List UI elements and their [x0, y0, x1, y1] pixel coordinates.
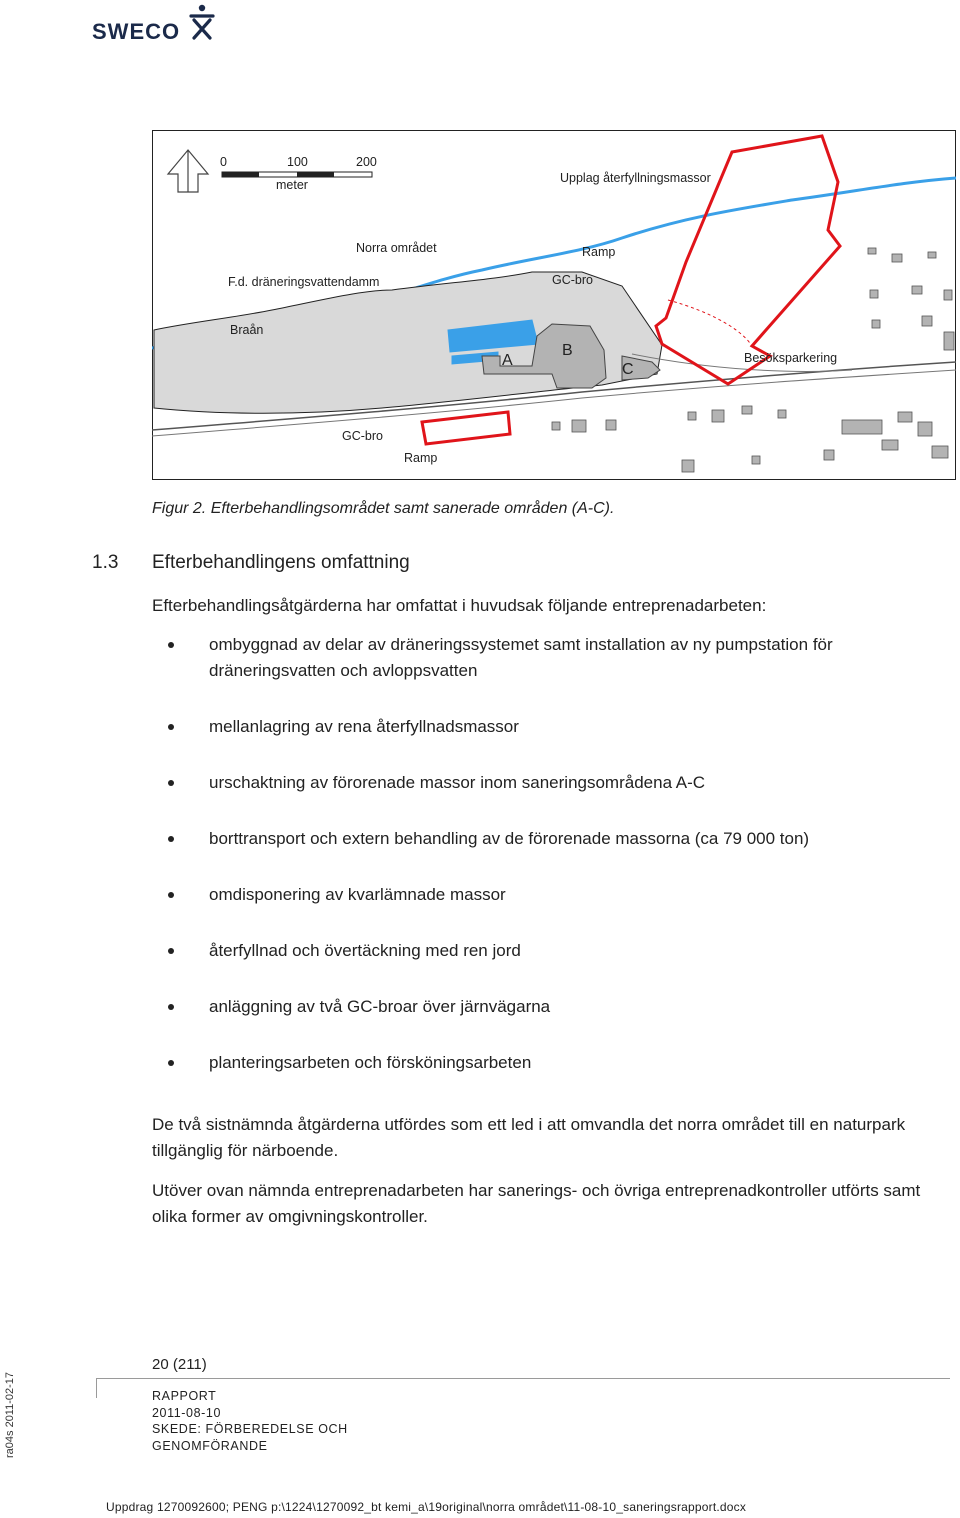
bullet-icon	[168, 1004, 174, 1010]
intro-text: Efterbehandlingsåtgärderna har omfattat i huvudsak följande entreprenadarbeten:	[152, 596, 767, 615]
doc-type: RAPPORT	[152, 1389, 217, 1403]
doc-stage-line1: SKEDE: FÖRBEREDELSE OCH	[152, 1422, 348, 1436]
label-upplag: Upplag återfyllningsmassor	[560, 171, 711, 185]
list-item: ombyggnad av delar av dräneringssystemet samt installation av ny pumpstation för dräneringsvatten och avloppsvatten	[152, 632, 952, 684]
section-heading	[92, 552, 410, 574]
paragraph-2: Utöver ovan nämnda entreprenadarbeten har sanerings- och övriga entreprenadkontroller utförts samt olika former av omgivningskontroller.	[152, 1181, 921, 1226]
label-braan: Braån	[230, 323, 264, 337]
scale-tick-100: 100	[287, 155, 308, 169]
bullet-icon	[168, 1060, 174, 1066]
bullet-icon	[168, 642, 174, 648]
sweco-star-icon	[191, 5, 213, 38]
label-ramp-top: Ramp	[582, 245, 616, 259]
list-item: borttransport och extern behandling av de förorenade massorna (ca 79 000 ton)	[152, 826, 952, 852]
bullet-icon	[168, 724, 174, 730]
report-meta	[152, 1388, 348, 1454]
figure-caption: Figur 2. Efterbehandlingsområdet samt sanerade områden (A-C).	[152, 500, 615, 517]
site-map-figure	[152, 130, 956, 480]
list-item: anläggning av två GC-broar över järnvägarna	[152, 994, 952, 1020]
label-ramp-bottom: Ramp	[404, 451, 438, 465]
label-area-c: C	[622, 361, 634, 378]
section-title: Efterbehandlingens omfattning	[152, 552, 410, 573]
label-gcbro-bottom: GC-bro	[342, 429, 383, 443]
section-number: 1.3	[92, 552, 119, 573]
list-item: urschaktning av förorenade massor inom saneringsområdena A-C	[152, 770, 952, 796]
page-number: 20 (211)	[152, 1356, 207, 1373]
footer-divider	[96, 1378, 950, 1379]
label-fd-damm: F.d. dräneringsvattendamm	[228, 275, 380, 289]
doc-stage-line2: GENOMFÖRANDE	[152, 1438, 268, 1453]
scale-tick-200: 200	[356, 155, 377, 169]
list-item: omdisponering av kvarlämnade massor	[152, 882, 952, 908]
paragraph-1: De två sistnämnda åtgärderna utfördes som ett led i att omvandla det norra området till en naturpark tillgänglig för närboende.	[152, 1115, 906, 1160]
list-item: återfyllnad och övertäckning med ren jord	[152, 938, 952, 964]
label-besoksparkering: Besöksparkering	[744, 351, 838, 365]
list-item: planteringsarbeten och försköningsarbeten	[152, 1050, 952, 1076]
file-path: Uppdrag 1270092600; PENG p:\1224\1270092_bt kemi_a\19original\norra området\11-08-10_saneringsrapport.docx	[106, 1500, 747, 1514]
list-item: mellanlagring av rena återfyllnadsmassor	[152, 714, 952, 740]
bullet-icon	[168, 780, 174, 786]
measures-list	[152, 630, 952, 1076]
label-area-a: A	[502, 352, 513, 369]
scale-unit: meter	[276, 178, 308, 192]
scale-tick-0: 0	[220, 155, 227, 169]
sweco-logo	[92, 2, 218, 46]
label-area-b: B	[562, 342, 573, 359]
doc-date: 2011-08-10	[152, 1405, 222, 1420]
logo-text: SWECO	[92, 19, 181, 44]
label-gcbro-top: GC-bro	[552, 273, 593, 287]
bullet-icon	[168, 836, 174, 842]
template-code: ra04s 2011-02-17	[4, 1371, 16, 1458]
bullet-icon	[168, 948, 174, 954]
label-norra-omradet: Norra området	[356, 241, 437, 255]
bullet-icon	[168, 892, 174, 898]
